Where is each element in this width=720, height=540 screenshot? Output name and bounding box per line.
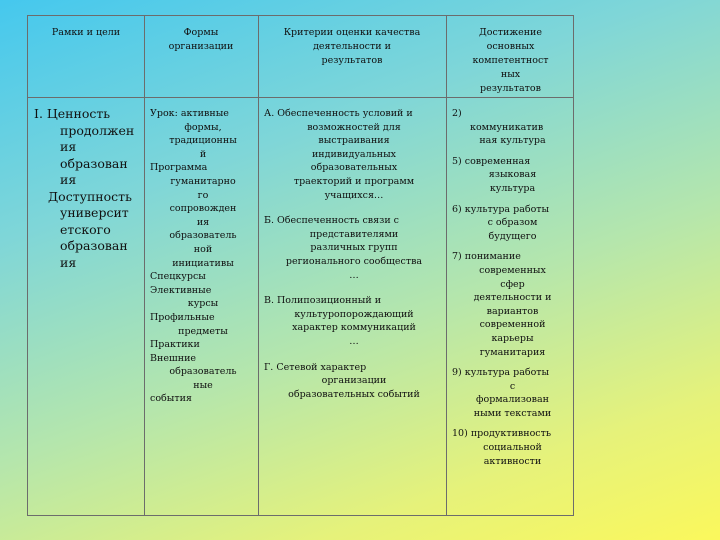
competency-table <box>27 15 574 516</box>
criterion-b: Б. Обеспеченность связи с представителями различных групп регионального сообщества … <box>264 215 423 281</box>
criterion-g: Г. Сетевой характер организации образовательных событий <box>264 361 420 400</box>
competency-item: 2) коммуникатив ная культура <box>452 108 546 147</box>
header-organization-forms: Формы организации <box>168 27 234 52</box>
competency-item: 9) культура работы с формализован ными текстами <box>452 367 552 419</box>
competency-item: 6) культура работы с образом будущего <box>452 203 550 242</box>
competency-item: 10) продуктивность социальной активности <box>452 428 552 467</box>
column-divider <box>258 16 259 515</box>
header-competency-results: Достижение основных компетентност ных результатов <box>472 27 549 94</box>
header-divider <box>28 97 573 98</box>
competency-results-cell <box>452 107 573 468</box>
organization-forms-cell: Урок: активные формы, традиционны й Программа гуманитарно го сопровожден ия образователь ной инициативы Спецкурсы Элективные курсы Профильные предметы Практики Внешние образователь ные события <box>150 108 237 405</box>
quality-criteria-cell <box>264 107 444 401</box>
criterion-v: В. Полипозиционный и культуропорождающий характер коммуникаций … <box>264 295 416 347</box>
criterion-a: А. Обеспеченность условий и возможностей для выстраивания индивидуальных образовательных траекторий и программ учащихся… <box>264 108 415 201</box>
competency-item: 5) современная языковая культура <box>452 155 537 194</box>
frames-goals-cell: I. Ценность продолжен ия образован ия Доступность университ етского образован ия <box>34 106 135 270</box>
header-quality-criteria: Критерии оценки качества деятельности и результатов <box>283 27 421 66</box>
competency-item: 7) понимание современных сфер деятельности и вариантов современной карьеры гуманитария <box>452 251 552 358</box>
column-divider <box>144 16 145 515</box>
header-frames-goals: Рамки и цели <box>51 27 121 38</box>
